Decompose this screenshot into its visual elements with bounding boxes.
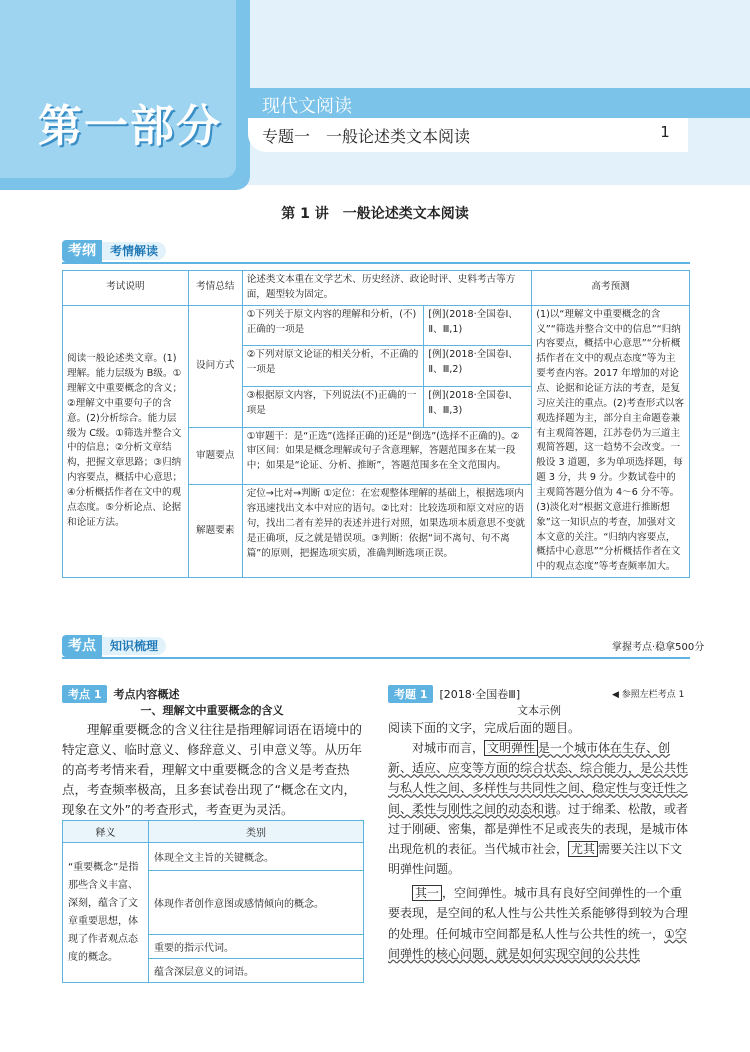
question-reference: ◀ 参照左栏考点 1 (612, 690, 685, 700)
forecast-text: (1)以“理解文中重要概念的含义”“筛选并整合文中的信息”“归纳内容要点，概括中心意思”“分析概括作者在文中的观点态度”等为主要考查内容。2017 年增加的对论点、论据和论证方法的考查，是复习应关注的重点。(2)考查形式以客观选择题为主，部分自主命题卷兼有主观简答题，江苏卷仍为三道主观简答题，这一趋势不会改变。一般设 3 道题，多为单项选择题，每题 3 分，共 9 分。少数试卷中的主观简答题分值为 4～6 分不等。(3)淡化对“根据文意进行推断想象”这一知识点的考查，加强对文本文意的关注。“归纳内容要点，概括中心意思”“分析概括作者在文中的观点态度”等考查频率加大。 (532, 305, 690, 577)
part-title: 第一部分 (38, 101, 222, 152)
section-right-note: 掌握考点·稳拿500分 (612, 642, 705, 653)
summary-top: 论述类文本重在文学艺术、历史经济、政论时评、史料考古等方面，题型较为固定。 (242, 271, 532, 306)
review-label: 审题要点 (188, 427, 242, 485)
keyword-box: 其一 (412, 885, 442, 901)
lecture-title: 第 1 讲 一般论述类文本阅读 (281, 206, 469, 222)
col-exam-header: 考试说明 (63, 271, 189, 306)
topic-title: 专题一 一般论述类文本阅读 (262, 127, 471, 146)
section-tag-subtitle: 考情解读 (102, 242, 166, 260)
concept-category: 重要的指示代词。 (149, 935, 364, 959)
col-forecast-header: 高考预测 (532, 271, 690, 306)
col-summary-header: 考情总结 (188, 271, 242, 306)
section-tag-kaodian (62, 635, 166, 657)
page-number: 1 (660, 123, 670, 141)
keyword-box: 文明弹性 (484, 740, 538, 756)
review-text: ①审题干：是“正选”(选择正确的)还是“倒选”(选择不正确的)。②审区间：如果是概念理解或句子含意理解，答题范围多在某一段中；如果是“论证、分析、推断”，答题范围多在全文范围内。 (242, 427, 532, 485)
question-style-label: 设问方式 (188, 305, 242, 427)
text-paragraph-1: 对城市而言， 文明弹性 是一个城市体在生存、创新、适应、应变等方面的综合状态、综合能力，是公共性与私人性之间、多样性与共同性之间、稳定性与变迁性之间、柔性与刚性之间的动态和谐。过于绵柔、松散，或者过于刚硬、密集，都是弹性不足或丧失的表现，是城市体出现危机的表征。当代城市社会， 尤其 需要关注以下文明弹性问题。 (388, 741, 689, 877)
question-row: ①下列关于原文内容的理解和分析，(不)正确的一项是 (242, 305, 424, 346)
keyword-box: 尤其 (568, 841, 598, 857)
reading-instruction: 阅读下面的文字，完成后面的题目。 (388, 721, 581, 735)
concept-category: 体现作者创作意图或感情倾向的概念。 (149, 871, 364, 935)
kaodian-label: 考点 1 (62, 685, 107, 703)
section-rule (62, 262, 690, 264)
section-rule (62, 657, 690, 659)
underlined-text: ①空间弹性的核心问题，就是如何实现空间的公共性 (388, 926, 687, 961)
section-tag-label: 考点 (62, 635, 102, 657)
kaodian-subheading: 一、理解文中重要概念的含义 (140, 704, 284, 717)
kaodian-heading (62, 685, 179, 703)
section-tag-kaogang (62, 240, 166, 262)
underlined-text: 是一个城市体在生存、创新、适应、应变等方面的综合状态、综合能力，是公共性与私人性之间、多样性与共同性之间、稳定性与变迁性之间、柔性与刚性之间的动态和谐 (388, 741, 689, 816)
concept-category: 蕴含深层意义的词语。 (149, 959, 364, 983)
text-example-title: 文本示例 (517, 704, 561, 717)
chapter-title: 现代文阅读 (262, 96, 352, 117)
exam-description: 阅读一般论述类文章。(1)理解。能力层级为 B级。①理解文中重要概念的含义；②理解文中重要句子的含意。(2)分析综合。能力层级为 C级。①筛选并整合文中的信息；②分析文章结构，把握文章思路；③归纳内容要点，概括中心意思；④分析概括作者在文中的观点态度。⑤分析论点、论据和论证方法。 (63, 305, 189, 577)
text-example-body (388, 718, 690, 964)
solve-label: 解题要素 (188, 485, 242, 578)
exam-analysis-table (62, 270, 690, 578)
concept-category: 体现全文主旨的关键概念。 (149, 843, 364, 871)
concept-table (62, 820, 364, 983)
kaodian-title: 考点内容概述 (113, 688, 180, 701)
question-example: [例](2018·全国卷Ⅰ、Ⅱ、Ⅲ,2) (424, 346, 532, 387)
concept-table-header: 类别 (149, 821, 364, 843)
question-row: ③根据原文内容，下列说法(不)正确的一项是 (242, 386, 424, 427)
question-example: [例](2018·全国卷Ⅰ、Ⅱ、Ⅲ,3) (424, 386, 532, 427)
section-tag-subtitle: 知识梳理 (102, 637, 166, 655)
section-tag-label: 考纲 (62, 240, 102, 262)
text-paragraph-2: 其一 ，空间弹性。城市具有良好空间弹性的一个重要表现，是空间的私人性与公共性关系能够得到较为合理的处理。任何城市空间都是私人性与公共性的统一，①空间弹性的核心问题，就是如何实现空间的公共性 (388, 886, 689, 961)
question-row: ②下列对原文论证的相关分析，不正确的一项是 (242, 346, 424, 387)
kaodian-paragraph: 理解重要概念的含义往往是指理解词语在语境中的特定意义、临时意义、修辞意义、引申意义等。从历年的高考考情来看，理解文中重要概念的含义是考查热点，考查频率极高，且多套试卷出现了“概念在文内，现象在文外”的考查形式，考查更为灵活。 (62, 722, 363, 817)
question-heading (388, 685, 520, 703)
question-example: [例](2018·全国卷Ⅰ、Ⅱ、Ⅲ,1) (424, 305, 532, 346)
solve-text: 定位→比对→判断 ①定位：在宏观整体理解的基础上，根据选项内容迅速找出文本中对应的语句。②比对：比较选项和原文对应的语句，找出二者有差异的表述并进行对照，如果选项本质意思不变就是正确项，反之就是错误项。③判断：依据“词不离句、句不离篇”的原则，把握选项实质，准确判断选项正误。 (242, 485, 532, 578)
question-source: [2018·全国卷Ⅲ] (439, 688, 521, 701)
question-label: 考题 1 (388, 685, 433, 703)
concept-definition: “重要概念”是指那些含义丰富、深刻，蕴含了文章重要思想，体现了作者观点态度的概念。 (63, 843, 149, 983)
concept-table-header: 释义 (63, 821, 149, 843)
